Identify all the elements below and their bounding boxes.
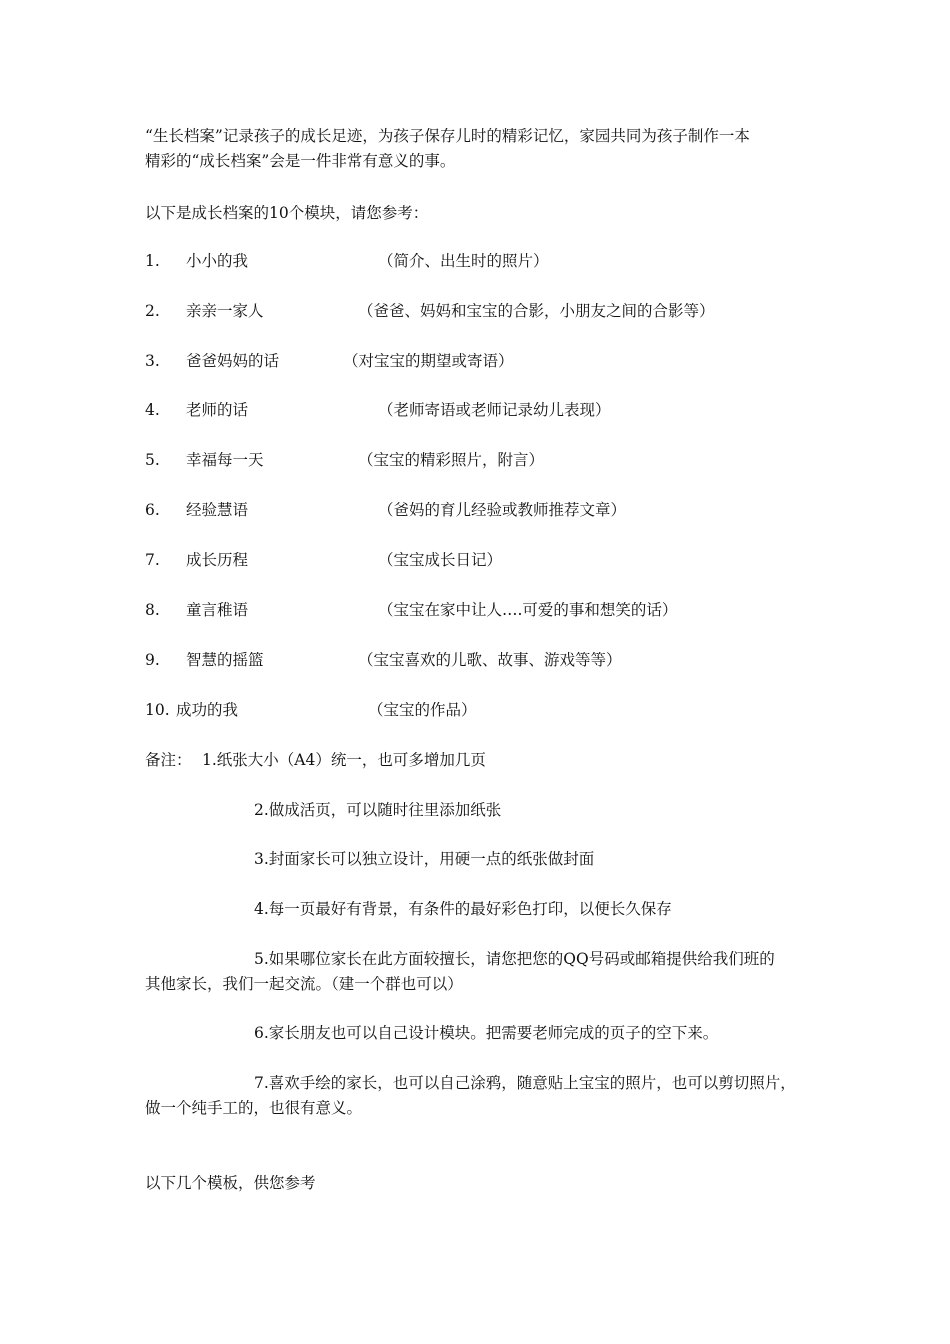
module-name: 成长历程 <box>186 551 249 569</box>
module-number: 8. <box>145 601 160 619</box>
note-item-7-continued: 做一个纯手工的，也很有意义。 <box>145 1099 363 1117</box>
module-description: （爸爸、妈妈和宝宝的合影，小朋友之间的合影等） <box>358 302 715 320</box>
module-number: 7. <box>145 551 160 569</box>
module-description: （宝宝的作品） <box>368 701 477 719</box>
module-number: 9. <box>145 651 160 669</box>
module-number: 6. <box>145 501 160 519</box>
module-item <box>0 299 950 323</box>
note-item-7: 7.喜欢手绘的家长，也可以自己涂鸦，随意贴上宝宝的照片，也可以剪切照片， <box>254 1074 796 1092</box>
note-item-2: 2.做成活页，可以随时往里添加纸张 <box>254 801 502 819</box>
module-number: 1. <box>145 252 160 270</box>
module-name: 爸爸妈妈的话 <box>186 352 280 370</box>
module-item <box>0 448 950 472</box>
module-name: 童言稚语 <box>186 601 249 619</box>
intro-paragraph-line-2: 精彩的“成长档案”会是一件非常有意义的事。 <box>145 152 456 170</box>
intro-paragraph-line-1: “生长档案”记录孩子的成长足迹，为孩子保存儿时的精彩记忆，家园共同为孩子制作一本 <box>145 127 750 145</box>
note-item-3: 3.封面家长可以独立设计，用硬一点的纸张做封面 <box>254 850 595 868</box>
module-name: 亲亲一家人 <box>186 302 264 320</box>
module-name: 经验慧语 <box>186 501 249 519</box>
module-item <box>0 548 950 572</box>
module-description: （宝宝成长日记） <box>378 551 503 569</box>
module-description: （宝宝喜欢的儿歌、故事、游戏等等） <box>358 651 622 669</box>
module-description: （宝宝的精彩照片，附言） <box>358 451 545 469</box>
module-item <box>0 398 950 422</box>
module-number: 2. <box>145 302 160 320</box>
module-description: （老师寄语或老师记录幼儿表现） <box>378 401 611 419</box>
note-item-5-continued: 其他家长，我们一起交流。（建一个群也可以） <box>145 975 463 993</box>
modules-lead-text: 以下是成长档案的10个模块，请您参考： <box>145 204 429 222</box>
module-name: 小小的我 <box>186 252 249 270</box>
templates-intro-text: 以下几个模板，供您参考 <box>145 1174 316 1192</box>
note-item-4: 4.每一页最好有背景，有条件的最好彩色打印，以便长久保存 <box>254 900 672 918</box>
module-name: 老师的话 <box>186 401 249 419</box>
module-name: 成功的我 <box>176 701 239 719</box>
module-item <box>0 598 950 622</box>
notes-label: 备注： <box>145 751 192 769</box>
module-item <box>0 349 950 373</box>
module-number: 5. <box>145 451 160 469</box>
module-number: 3. <box>145 352 160 370</box>
module-name: 智慧的摇篮 <box>186 651 264 669</box>
note-item-6: 6.家长朋友也可以自己设计模块。把需要老师完成的页子的空下来。 <box>254 1024 719 1042</box>
module-number: 10. <box>145 701 170 719</box>
module-description: （对宝宝的期望或寄语） <box>343 352 514 370</box>
note-item-1: 1.纸张大小（A4）统一，也可多增加几页 <box>202 751 486 769</box>
note-item-5: 5.如果哪位家长在此方面较擅长，请您把您的QQ号码或邮箱提供给我们班的 <box>254 950 775 968</box>
module-item <box>0 648 950 672</box>
module-description: （爸妈的育儿经验或教师推荐文章） <box>378 501 627 519</box>
module-description: （简介、出生时的照片） <box>378 252 549 270</box>
module-item <box>0 249 950 273</box>
module-number: 4. <box>145 401 160 419</box>
module-item <box>0 498 950 522</box>
module-description: （宝宝在家中让人….可爱的事和想笑的话） <box>378 601 678 619</box>
module-name: 幸福每一天 <box>186 451 264 469</box>
module-item <box>0 698 950 722</box>
